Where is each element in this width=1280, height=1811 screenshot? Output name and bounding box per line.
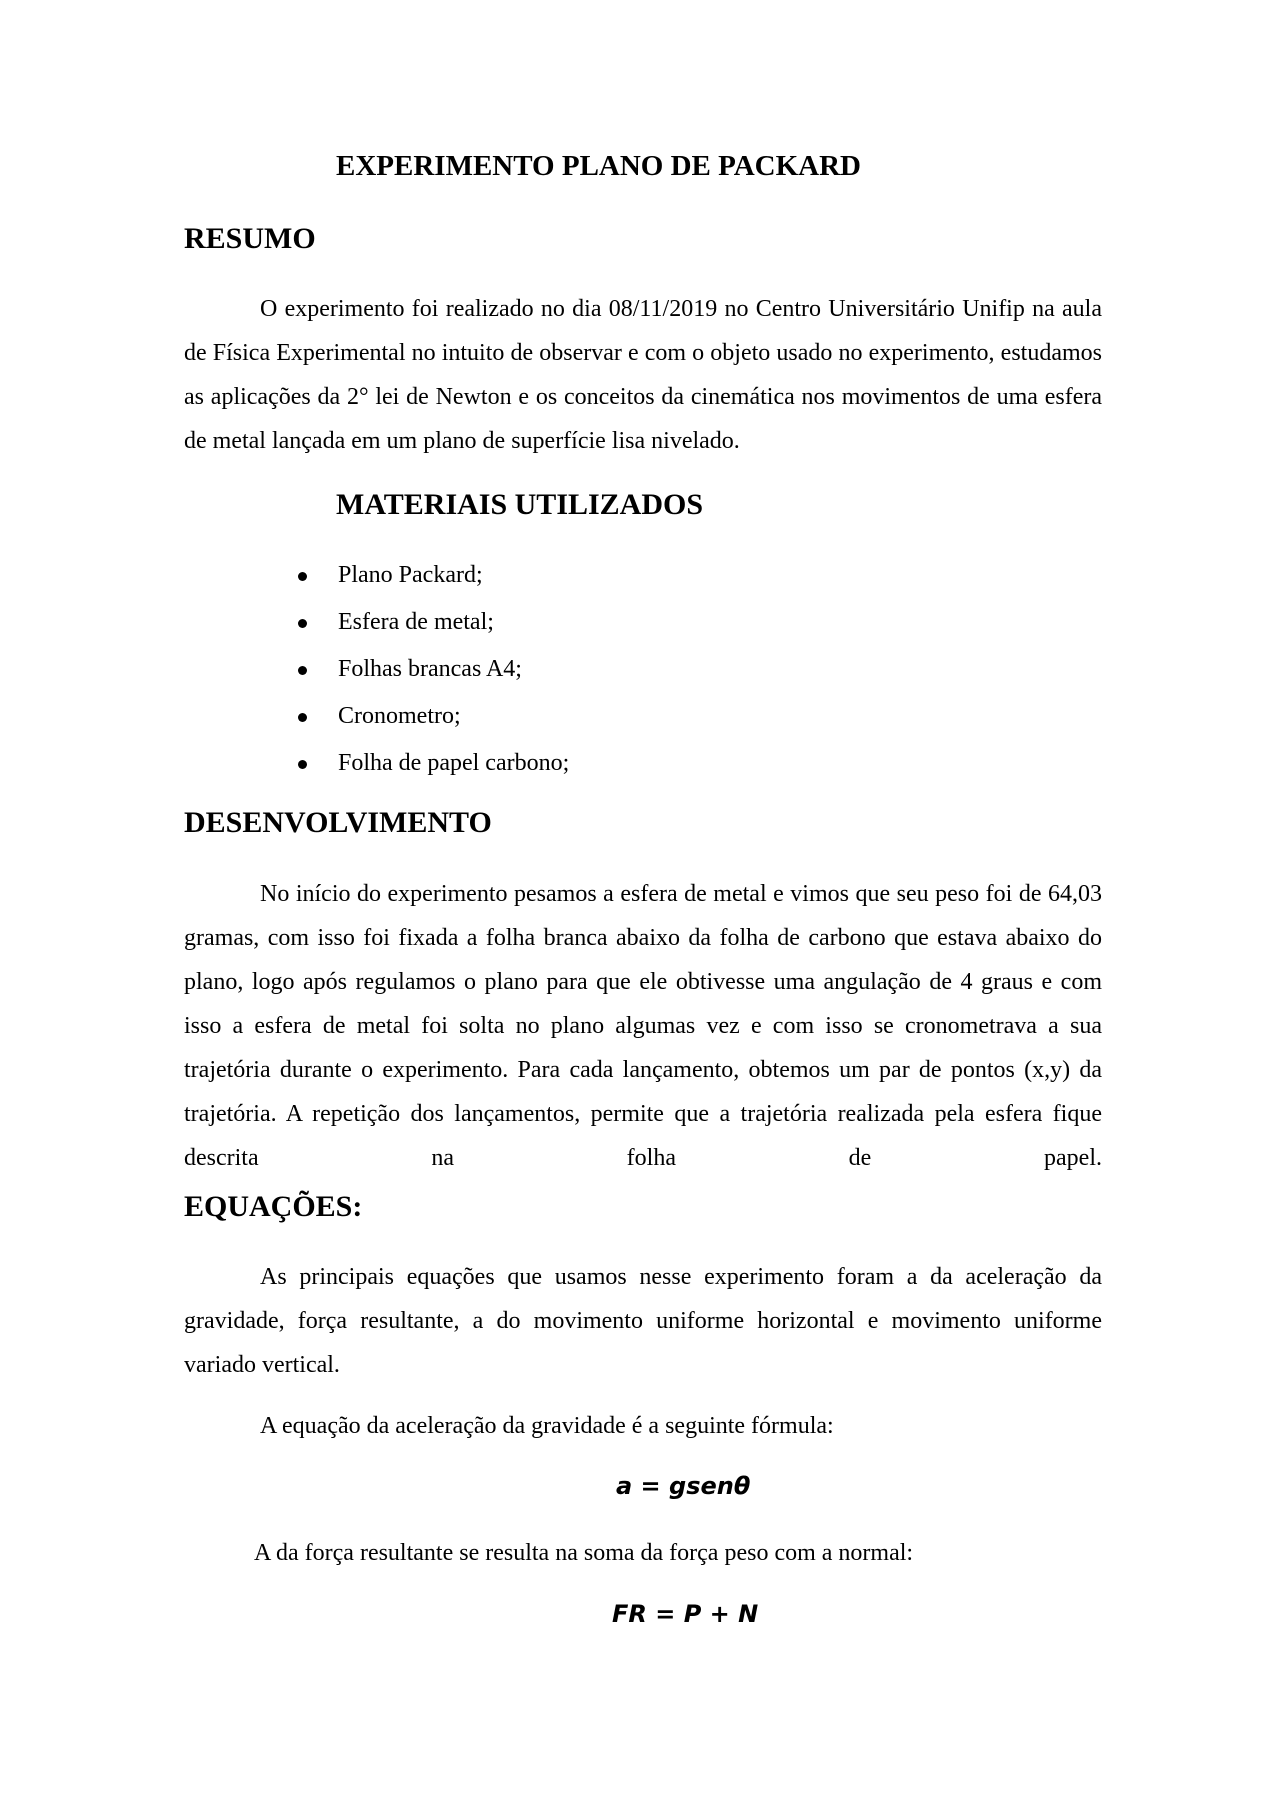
bullet-icon [298, 760, 307, 769]
heading-desenvolvimento: DESENVOLVIMENTO [184, 806, 492, 839]
paragraph-resumo [184, 287, 1102, 463]
list-item: Folha de papel carbono; [290, 740, 569, 787]
equacoes-intro-text: As principais equações que usamos nesse experimento foram a da aceleração da gravidade, força resultante, a do movimento uniforme horizontal e movimento uniforme variado vertical. [184, 1264, 1102, 1378]
heading-resumo: RESUMO [184, 222, 316, 255]
force-formula: FR = P + N [612, 1600, 759, 1628]
desenvolvimento-text: No início do experimento pesamos a esfera de metal e vimos que seu peso foi de 64,03 gramas, com isso foi fixada a folha branca abaixo da folha de carbono que estava abaixo do plano, logo após regulamos o plano para que ele obtivesse uma angulação de 4 graus e com isso a esfera de metal foi solta no plano algumas vez e com isso se cronometrava a sua trajetória durante o experimento. Para cada lançamento, obtemos um par de pontos (x,y) da trajetória. A repetição dos lançamentos, permite que a trajetória realizada pela esfera fique descrita na folha de papel. [184, 881, 1102, 1171]
list-item: Folhas brancas A4; [290, 646, 569, 693]
list-item: Cronometro; [290, 693, 569, 740]
paragraph-desenvolvimento [184, 872, 1102, 1180]
bullet-icon [298, 666, 307, 675]
bullet-icon [298, 619, 307, 628]
heading-equacoes: EQUAÇÕES: [184, 1190, 363, 1223]
bullet-icon [298, 713, 307, 722]
list-item: Plano Packard; [290, 552, 569, 599]
heading-materiais: MATERIAIS UTILIZADOS [336, 488, 704, 521]
gravity-formula: a = gsenθ [616, 1472, 751, 1500]
force-equation-line: A da força resultante se resulta na soma da força peso com a normal: [254, 1540, 914, 1566]
paragraph-equacoes [184, 1255, 1102, 1387]
list-item: Esfera de metal; [290, 599, 569, 646]
bullet-icon [298, 572, 307, 581]
gravity-equation-line: A equação da aceleração da gravidade é a seguinte fórmula: [260, 1413, 834, 1439]
document-title: EXPERIMENTO PLANO DE PACKARD [336, 150, 861, 182]
materials-list [290, 552, 569, 787]
resumo-text: O experimento foi realizado no dia 08/11/2019 no Centro Universitário Unifip na aula de Física Experimental no intuito de observar e com o objeto usado no experimento, estudamos as aplicações da 2° lei de Newton e os conceitos da cinemática nos movimentos de uma esfera de metal lançada em um plano de superfície lisa nivelado. [184, 296, 1102, 454]
